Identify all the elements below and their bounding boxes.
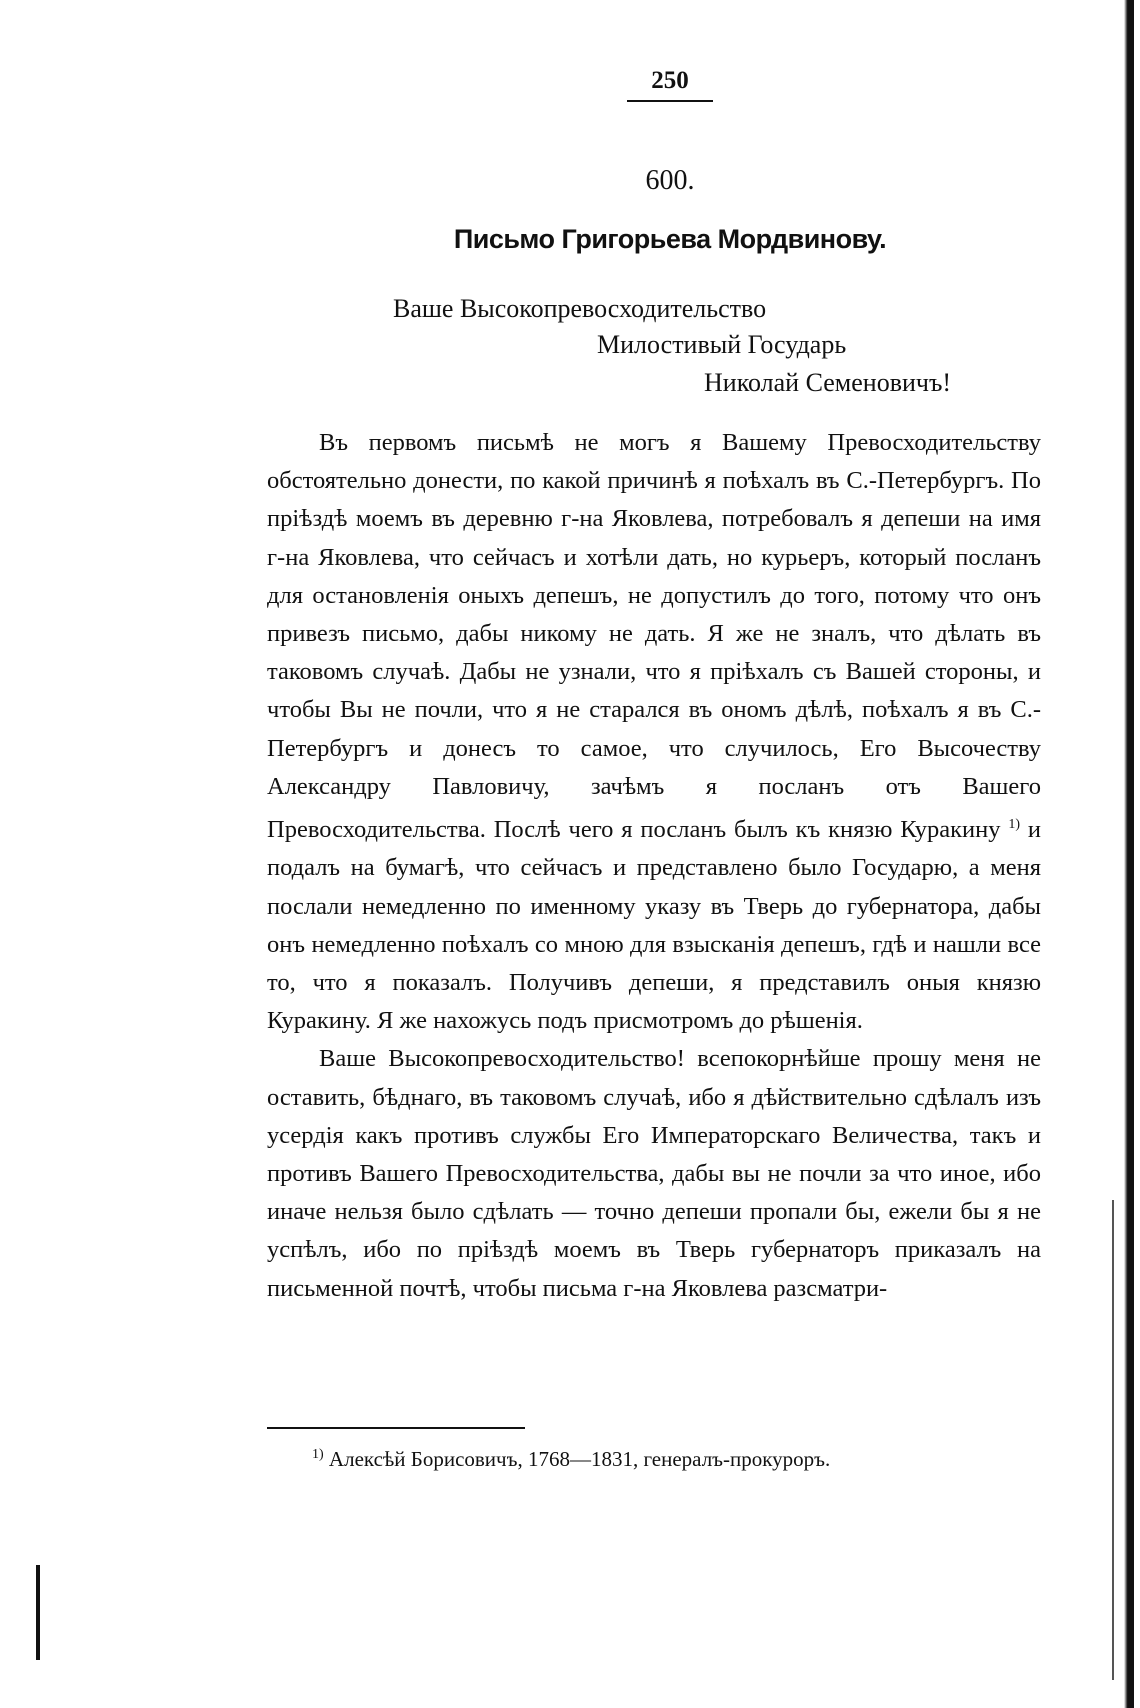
footnote-reference[interactable]: 1) (1008, 817, 1021, 833)
paragraph-1-continuation: и подалъ на бумагѣ, что сейчасъ и представлено было Государю, а меня послали немедленно по именному указу въ Тверь до губернатора, дабы онъ немедленно поѣхалъ со мною для взысканія депешъ, гдѣ и нашли все то, что я показалъ. Получивъ депеши, я представилъ оныя князю Куракину. Я же нахожусь подъ присмотромъ до рѣшенія. (267, 816, 1041, 1035)
scan-edge-right (1124, 0, 1134, 1708)
footnote-separator (267, 1427, 525, 1429)
letter-body (267, 424, 1041, 1308)
footnote-mark: 1) (312, 1447, 324, 1462)
document-number: 600. (645, 165, 695, 196)
footnote-text: Алексѣй Борисовичъ, 1768—1831, генералъ-прокуроръ. (328, 1447, 831, 1471)
salutation-line-3: Николай Семеновичъ! (704, 368, 952, 397)
document-title: Письмо Григорьева Мордвинову. (453, 224, 887, 254)
scan-edge-line (1112, 1200, 1114, 1680)
page-number: 250 (651, 67, 689, 94)
page-number-underline (627, 100, 713, 102)
scan-edge-left-mark (36, 1565, 40, 1660)
salutation-line-2: Милостивый Государь (597, 330, 847, 359)
paragraph-1-text: Въ первомъ письмѣ не могъ я Вашему Превосходительству обстоятельно донести, по какой причинѣ я поѣхалъ въ С.-Петербургъ. По пріѣздѣ моемъ въ деревню г-на Яковлева, потребовалъ я депеши на имя г-на Яковлева, что сейчасъ и хотѣли дать, но курьеръ, который посланъ для остановленія оныхъ депешъ, не допустилъ до того, потому что онъ привезъ письмо, дабы никому не дать. Я же не зналъ, что дѣлать въ таковомъ случаѣ. Дабы не узнали, что я пріѣхалъ съ Вашей стороны, и чтобы Вы не почли, что я не старался въ ономъ дѣлѣ, поѣхалъ я въ С.-Петербургъ и донесъ то самое, что случилось, Его Высочеству Александру Павловичу, зачѣмъ я посланъ отъ Вашего Превосходительства. Послѣ чего я посланъ былъ къ князю Куракину (267, 429, 1041, 844)
paragraph-2: Ваше Высокопревосходительство! всепокорнѣйше прошу меня не оставить, бѣднаго, въ таковомъ случаѣ, ибо я дѣйствительно сдѣлалъ изъ усердія какъ противъ службы Его Императорскаго Величества, такъ и противъ Вашего Превосходительства, дабы вы не почли за что иное, ибо иначе нельзя было сдѣлать — точно депеши пропали бы, ежели бы я не успѣлъ, ибо по пріѣздѣ моемъ въ Тверь губернаторъ приказалъ на письменной почтѣ, чтобы письма г-на Яковлева разсматри- (267, 1045, 1041, 1302)
salutation-line-1: Ваше Высокопревосходительство (393, 294, 767, 323)
footnote (312, 1440, 1032, 1474)
paragraph-1 (267, 424, 1041, 1040)
